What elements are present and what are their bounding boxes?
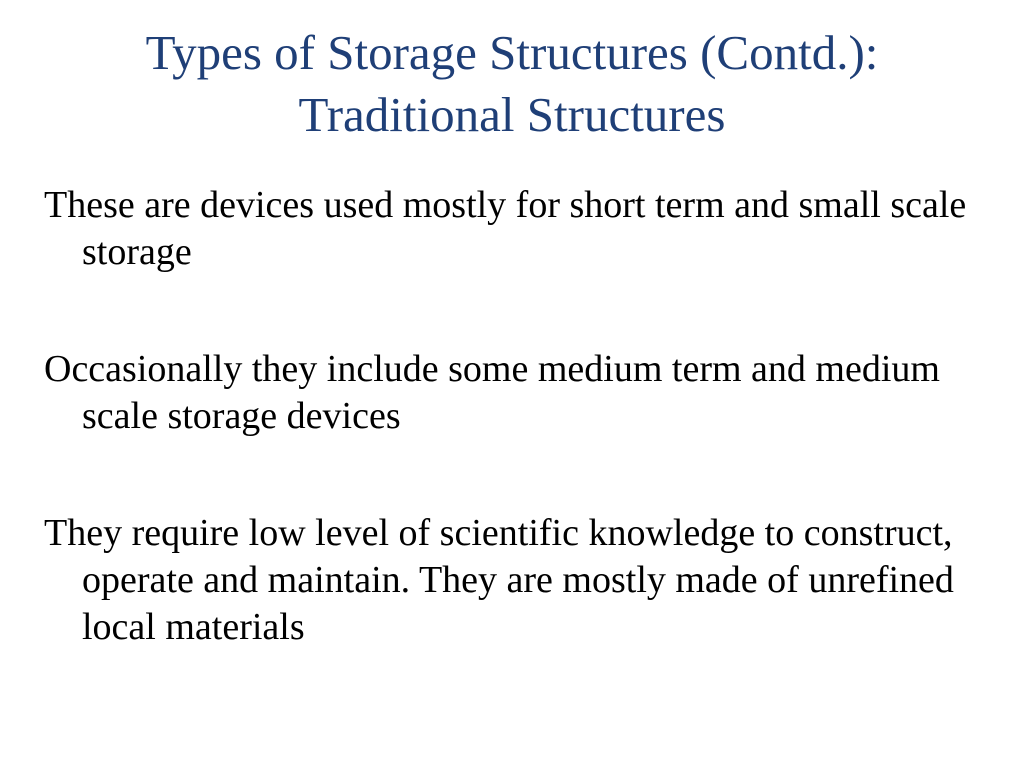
body-paragraph-knowledge-materials: They require low level of scientific knowledge to construct, operate and maintain. They are mostly made of unrefined local materials <box>44 512 954 648</box>
body-paragraph-short-term: These are devices used mostly for short term and small scale storage <box>44 184 967 273</box>
slide-body <box>44 182 984 651</box>
slide-title <box>20 22 1004 146</box>
slide-title-line-1: Types of Storage Structures (Contd.): <box>145 25 879 80</box>
body-paragraph-medium-term: Occasionally they include some medium term and medium scale storage devices <box>44 348 940 437</box>
slide-title-line-2: Traditional Structures <box>298 87 726 142</box>
